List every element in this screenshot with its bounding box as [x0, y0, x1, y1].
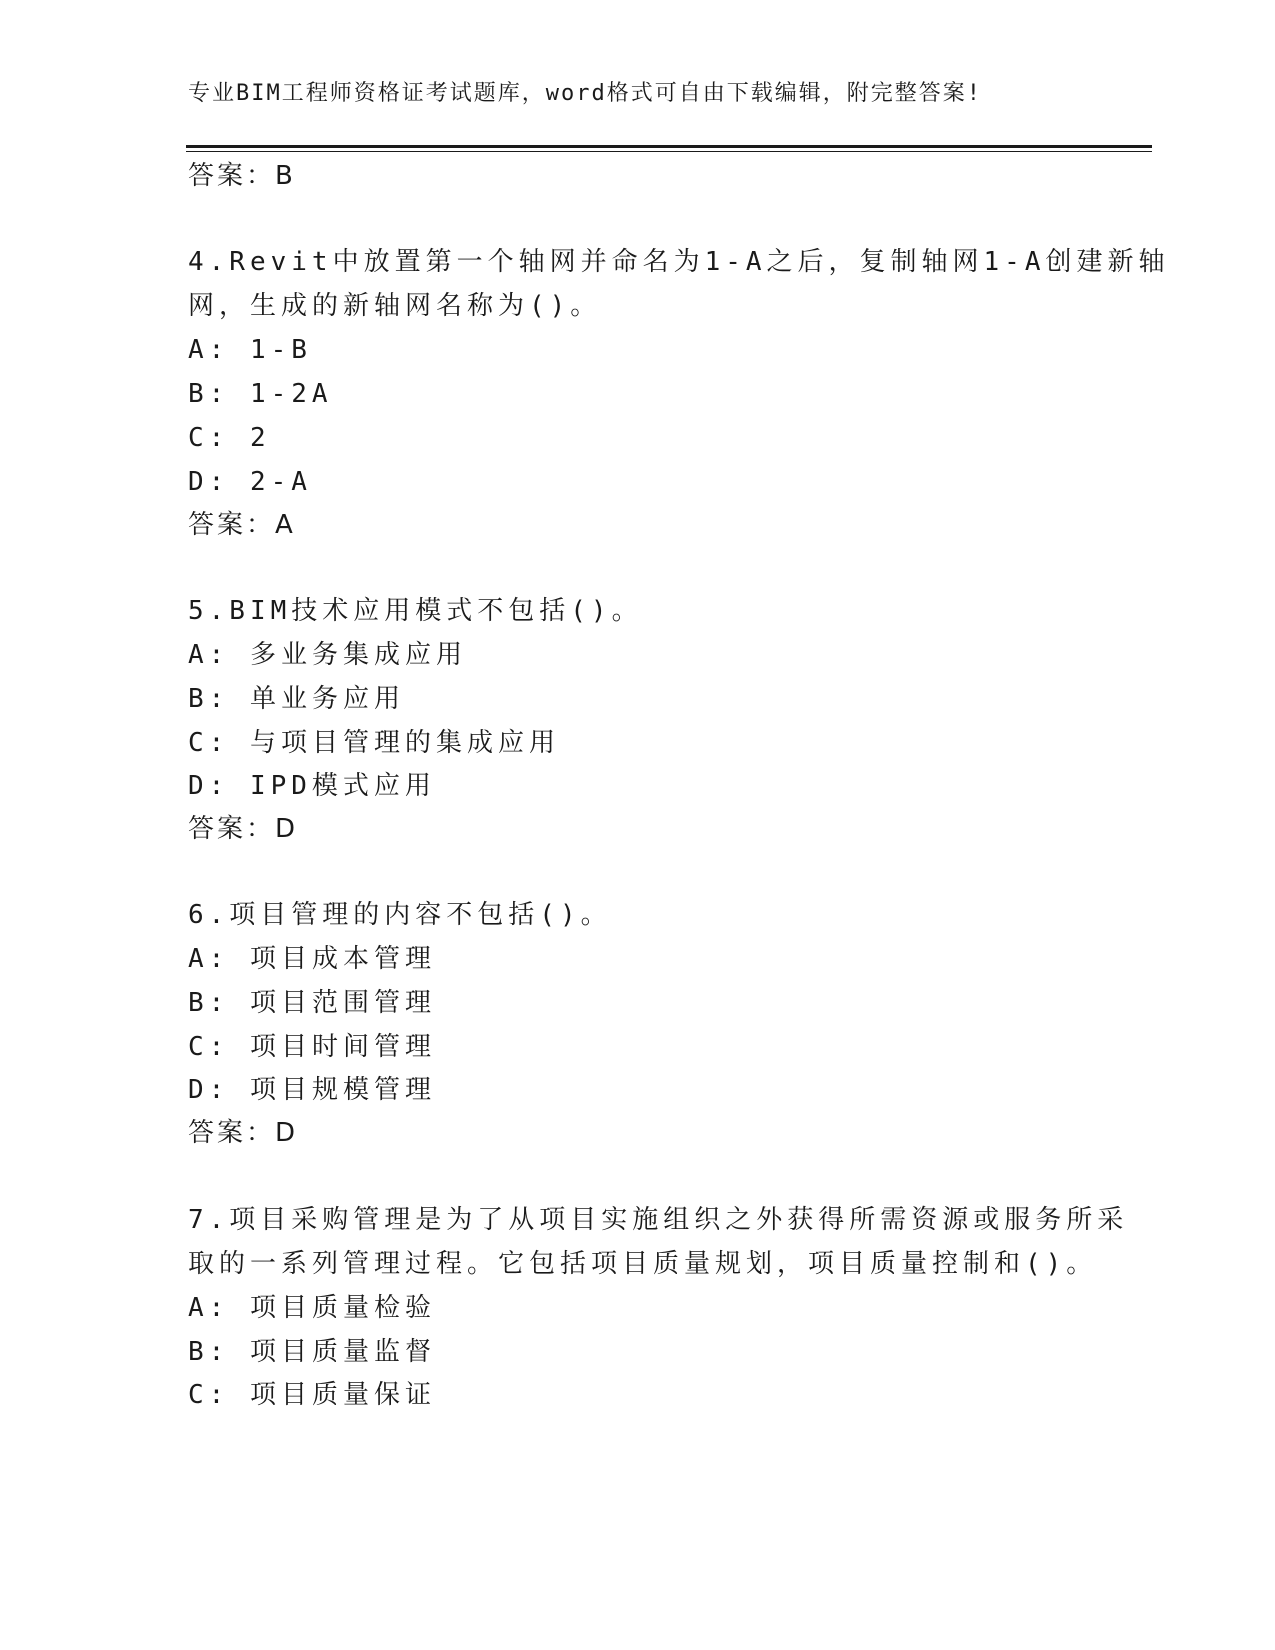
q4-option-d: D: 2-A [188, 467, 312, 497]
q4-stem-line-2: 网，生成的新轴网名称为()。 [188, 291, 602, 321]
q6-option-c: C: 项目时间管理 [188, 1032, 436, 1062]
page-header: 专业BIM工程师资格证考试题库，word格式可自由下载编辑，附完整答案! [188, 81, 982, 106]
q5-option-b: B: 单业务应用 [188, 684, 405, 714]
q6-answer: 答案：D [188, 1118, 299, 1148]
prev-answer: 答案：B [188, 161, 296, 191]
q7-stem-line-2: 取的一系列管理过程。它包括项目质量规划，项目质量控制和()。 [188, 1249, 1098, 1279]
q4-answer: 答案：A [188, 510, 296, 540]
q4-option-a: A: 1-B [188, 335, 312, 365]
q5-option-c: C: 与项目管理的集成应用 [188, 728, 560, 758]
q6-option-b: B: 项目范围管理 [188, 988, 436, 1018]
q5-answer: 答案：D [188, 814, 299, 844]
header-rule-thick [186, 145, 1152, 148]
q7-stem-line-1: 7.项目采购管理是为了从项目实施组织之外获得所需资源或服务所采 [188, 1205, 1129, 1235]
q6-option-a: A: 项目成本管理 [188, 944, 436, 974]
q5-option-a: A: 多业务集成应用 [188, 640, 467, 670]
q7-option-c: C: 项目质量保证 [188, 1380, 436, 1410]
q4-option-b: B: 1-2A [188, 379, 333, 409]
q6-option-d: D: 项目规模管理 [188, 1075, 436, 1105]
q4-stem-line-1: 4.Revit中放置第一个轴网并命名为1-A之后，复制轴网1-A创建新轴 [188, 247, 1170, 277]
q7-option-a: A: 项目质量检验 [188, 1293, 436, 1323]
header-rule-thin [186, 151, 1152, 152]
q4-option-c: C: 2 [188, 423, 271, 453]
q5-option-d: D: IPD模式应用 [188, 771, 436, 801]
q7-option-b: B: 项目质量监督 [188, 1337, 436, 1367]
q6-stem-line-1: 6.项目管理的内容不包括()。 [188, 900, 612, 930]
q5-stem-line-1: 5.BIM技术应用模式不包括()。 [188, 596, 643, 626]
